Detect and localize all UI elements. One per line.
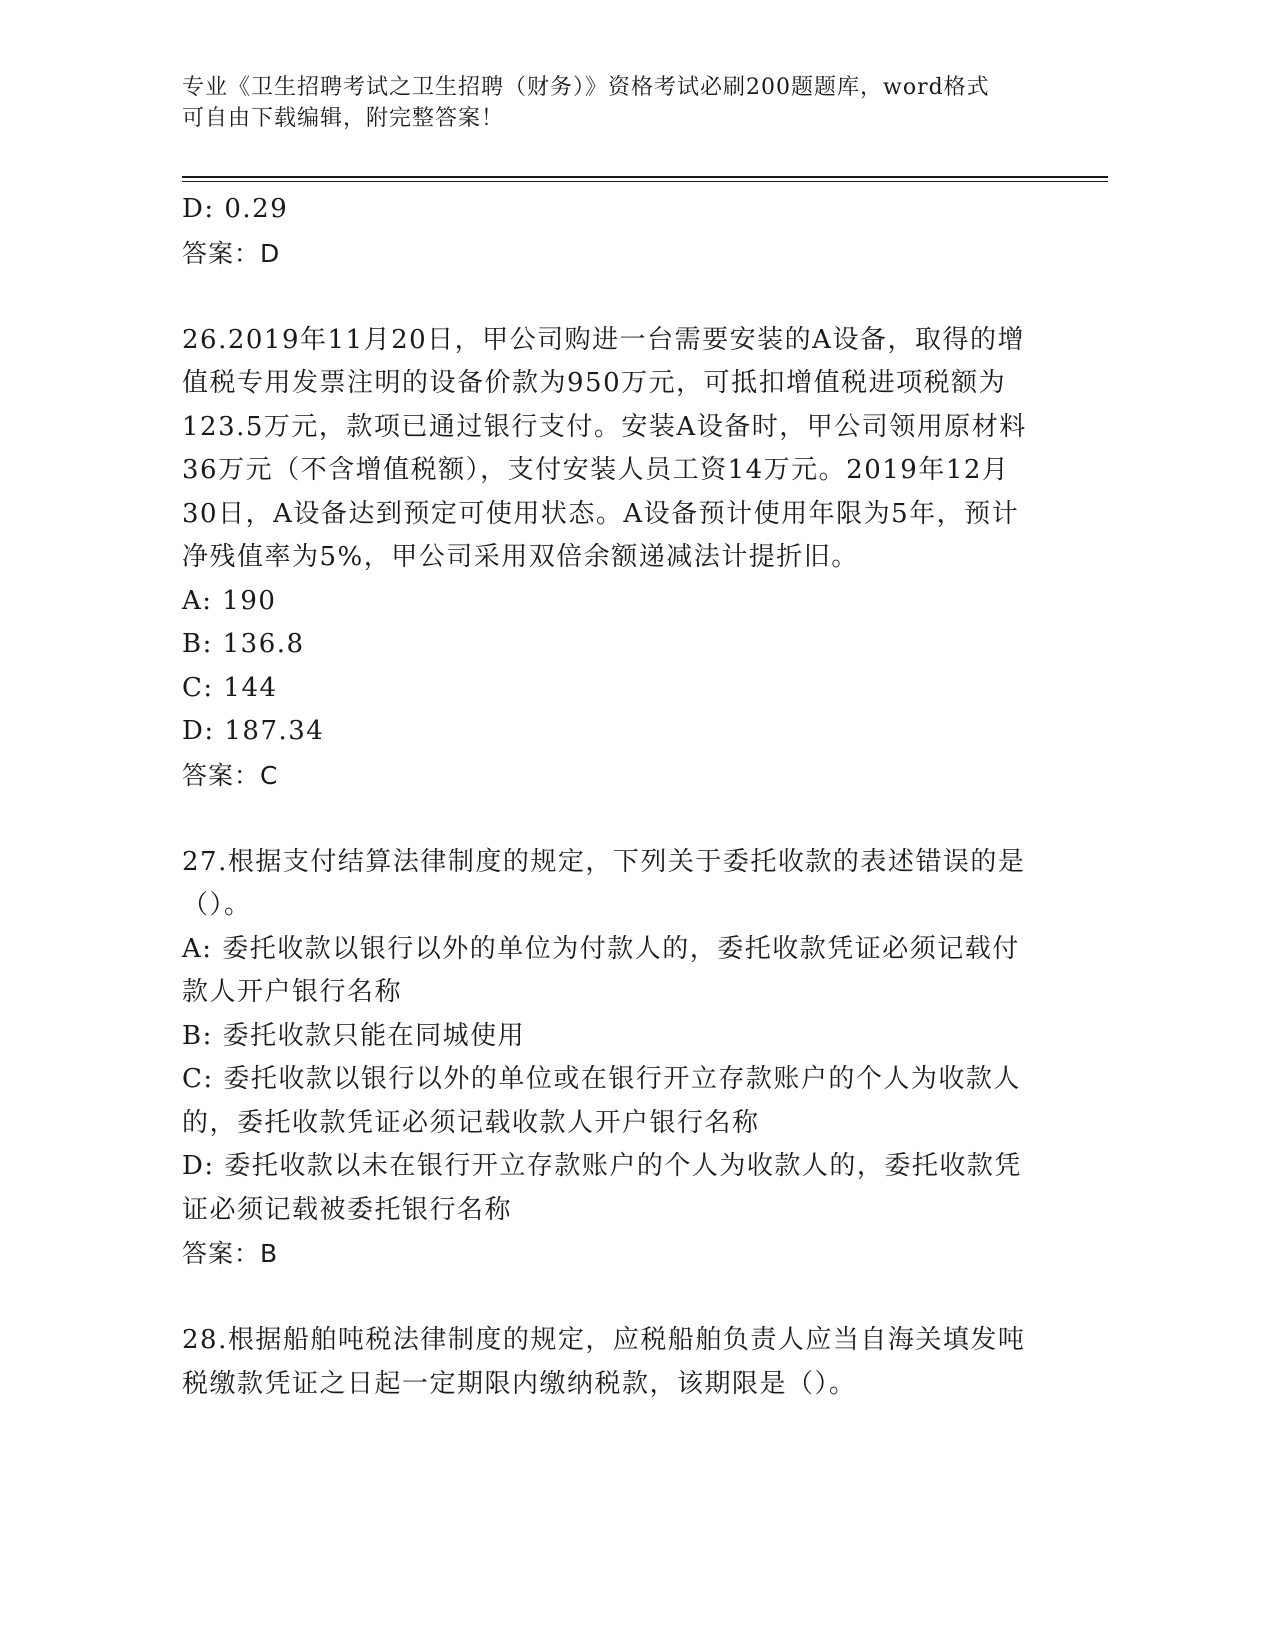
option-c: C: 144 <box>182 672 278 703</box>
option-d: D: 187.34 <box>182 716 325 746</box>
header-divider-thin <box>182 181 1108 182</box>
option-c-line-1: C: 委托收款以银行以外的单位或在银行开立存款账户的个人为收款人 <box>182 1064 1021 1094</box>
question-stem-line: 净残值率为5%，甲公司采用双倍余额递减法计提折旧。 <box>182 542 859 572</box>
question-stem-line: 26.2019年11月20日，甲公司购进一台需要安装的A设备，取得的增 <box>182 324 1025 355</box>
question-stem-line: （）。 <box>182 890 252 920</box>
question-27 <box>182 841 1042 1276</box>
answer-line: 答案：C <box>182 760 279 790</box>
option-a: A: 190 <box>182 585 277 616</box>
option-d-line-1: D: 委托收款以未在银行开立存款账户的个人为收款人的，委托收款凭 <box>182 1151 1022 1181</box>
question-26 <box>182 319 1042 798</box>
question-stem-line: 27.根据支付结算法律制度的规定，下列关于委托收款的表述错误的是 <box>182 846 1026 877</box>
spacer <box>182 275 1042 319</box>
question-28 <box>182 1319 1042 1406</box>
question-stem-line: 36万元（不含增值税额），支付安装人员工资14万元。2019年12月 <box>182 455 1010 485</box>
answer-line: 答案：D <box>182 238 281 268</box>
option-a-line-2: 款人开户银行名称 <box>182 977 403 1007</box>
question-stem-line: 123.5万元，款项已通过银行支付。安装A设备时，甲公司领用原材料 <box>182 411 1027 442</box>
option-a-line-1: A: 委托收款以银行以外的单位为付款人的，委托收款凭证必须记载付 <box>182 933 1020 964</box>
option-d-line-2: 证必须记载被委托银行名称 <box>182 1194 513 1225</box>
spacer <box>182 797 1042 841</box>
document-body <box>182 188 1042 1406</box>
option-d: D: 0.29 <box>182 194 289 224</box>
header-title-line-2: 可自由下载编辑，附完整答案！ <box>182 106 505 131</box>
option-b: B: 委托收款只能在同城使用 <box>182 1020 526 1051</box>
question-stem-line: 值税专用发票注明的设备价款为950万元，可抵扣增值税进项税额为 <box>182 368 1007 398</box>
option-b: B: 136.8 <box>182 629 305 659</box>
question-stem-line: 税缴款凭证之日起一定期限内缴纳税款，该期限是（）。 <box>182 1368 857 1399</box>
spacer <box>182 1276 1042 1320</box>
previous-question-tail <box>182 188 1042 275</box>
question-stem-line: 28.根据船舶吨税法律制度的规定，应税船舶负责人应当自海关填发吨 <box>182 1325 1026 1355</box>
answer-line: 答案：B <box>182 1239 279 1268</box>
page-header <box>182 72 1062 134</box>
header-title-line-1: 专业《卫生招聘考试之卫生招聘（财务）》资格考试必刷200题题库，word格式 <box>182 75 990 100</box>
header-divider-thick <box>182 176 1108 178</box>
question-stem-line: 30日，A设备达到预定可使用状态。A设备预计使用年限为5年，预计 <box>182 498 1020 529</box>
option-c-line-2: 的，委托收款凭证必须记载收款人开户银行名称 <box>182 1107 760 1138</box>
